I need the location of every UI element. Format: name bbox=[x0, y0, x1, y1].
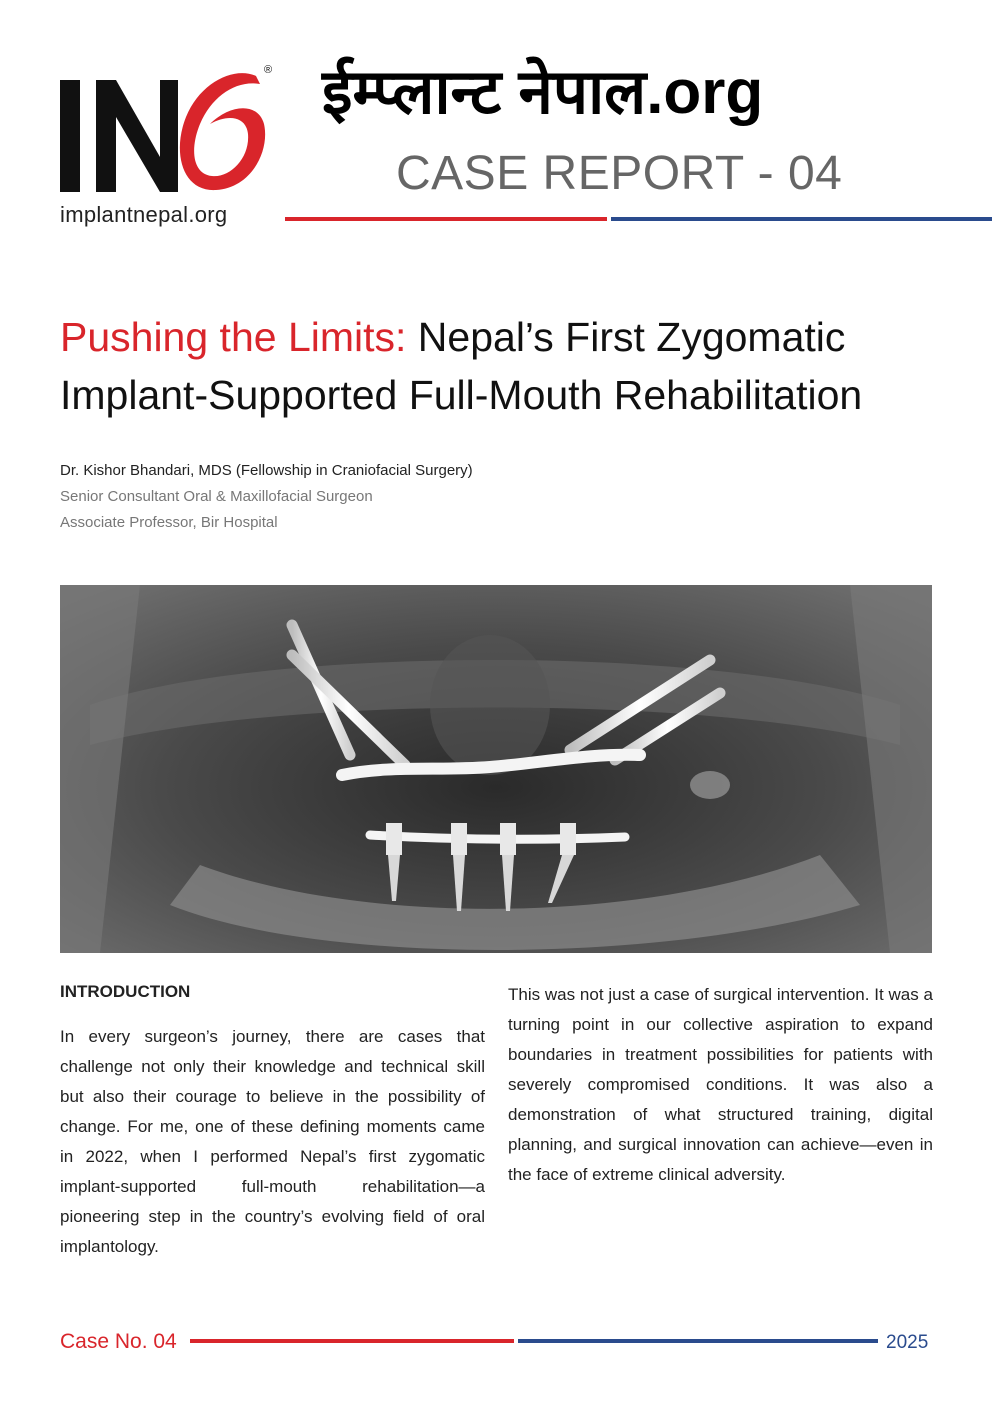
author-role-2: Associate Professor, Bir Hospital bbox=[60, 514, 278, 531]
headline-accent: Pushing the Limits: bbox=[60, 314, 407, 360]
column-left bbox=[60, 982, 485, 1262]
logo bbox=[60, 62, 280, 232]
header-rule-red bbox=[285, 217, 607, 221]
registered-mark: ® bbox=[264, 64, 273, 76]
footer-rule-blue bbox=[518, 1339, 878, 1343]
case-report-label: CASE REPORT - 04 bbox=[396, 147, 843, 200]
site-title: ईम्प्लान्ट नेपाल.org bbox=[322, 58, 764, 127]
headline-line2: Implant-Supported Full-Mouth Rehabilitation bbox=[60, 372, 863, 418]
author-role-1: Senior Consultant Oral & Maxillofacial Surgeon bbox=[60, 488, 373, 505]
logo-url: implantnepal.org bbox=[60, 202, 228, 227]
footer-case-number: Case No. 04 bbox=[60, 1330, 177, 1353]
headline-line1: Nepal’s First Zygomatic bbox=[406, 314, 846, 360]
column-right bbox=[508, 982, 933, 1190]
panoramic-xray-image bbox=[60, 585, 932, 953]
section-heading-introduction: INTRODUCTION bbox=[60, 982, 191, 1001]
author-name: Dr. Kishor Bhandari, MDS (Fellowship in Craniofacial Surgery) bbox=[60, 462, 473, 479]
logo-mark bbox=[60, 62, 280, 197]
article-headline bbox=[60, 308, 960, 424]
header-rule-blue bbox=[611, 217, 992, 221]
footer-rule-red bbox=[190, 1339, 514, 1343]
intro-paragraph: In every surgeon’s journey, there are cases that challenge not only their knowledge and technical skill but also their courage to believe in the possibility of change. For me, one of these defining moments came in 2022, when I performed Nepal’s first zygomatic implant-supported full-mouth rehabilitation—a pioneering step in the country’s evolving field of oral implantology. bbox=[60, 1027, 485, 1256]
footer-year: 2025 bbox=[886, 1332, 929, 1353]
body-paragraph: This was not just a case of surgical intervention. It was a turning point in our collective aspiration to expand boundaries in treatment possibilities for patients with severely compromised conditions. It was also a demonstration of what structured training, digital planning, and surgical innovation can achieve—even in the face of extreme clinical adversity. bbox=[508, 985, 933, 1184]
author-block bbox=[60, 458, 473, 536]
